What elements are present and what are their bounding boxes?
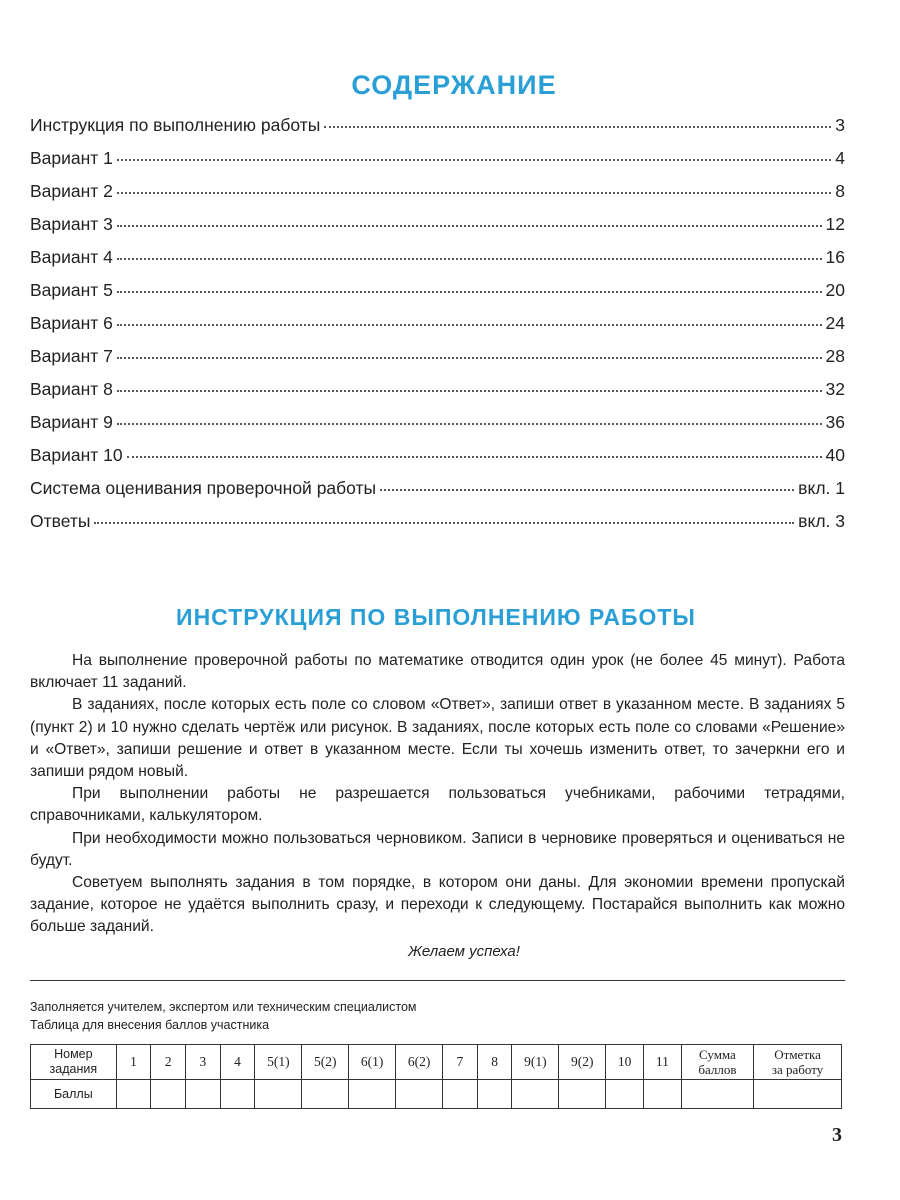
toc-dot-leader <box>324 126 831 128</box>
toc-dot-leader <box>117 291 822 293</box>
points-input-cell <box>116 1080 151 1109</box>
toc-entry-label: Вариант 1 <box>30 148 113 168</box>
score-table-header-row <box>31 1045 842 1080</box>
toc-entry <box>30 313 845 346</box>
toc-entry-page: 16 <box>825 247 845 267</box>
points-input-cell <box>349 1080 396 1109</box>
toc-entry-page: 20 <box>825 280 845 300</box>
sum-value-cell <box>681 1080 753 1109</box>
task-number-cell: 9(1) <box>512 1045 559 1080</box>
points-input-cell <box>255 1080 302 1109</box>
points-row-label: Баллы <box>31 1080 117 1109</box>
instructions-paragraph: При выполнении работы не разрешается пользоваться учебниками, рабочими тетрадями, справочниками, калькулятором. <box>30 785 845 825</box>
points-input-cell <box>643 1080 681 1109</box>
points-input-cell <box>606 1080 644 1109</box>
task-number-cell: 11 <box>643 1045 681 1080</box>
toc-entry <box>30 214 845 247</box>
toc-dot-leader <box>94 522 794 524</box>
task-number-cell: 3 <box>186 1045 221 1080</box>
task-number-cell: 7 <box>443 1045 478 1080</box>
points-input-cell <box>443 1080 478 1109</box>
toc-entry-page: вкл. 1 <box>798 478 845 498</box>
toc-entry <box>30 412 845 445</box>
score-table <box>30 1044 842 1109</box>
instructions-body <box>30 650 845 939</box>
points-input-cell <box>512 1080 559 1109</box>
toc-entry-label: Вариант 4 <box>30 247 113 267</box>
toc-entry-label: Вариант 7 <box>30 346 113 366</box>
points-input-cell <box>559 1080 606 1109</box>
toc-entry-page: 36 <box>825 412 845 432</box>
toc-entry-page: вкл. 3 <box>798 511 845 531</box>
toc-entry-label: Вариант 9 <box>30 412 113 432</box>
toc-entry <box>30 511 845 544</box>
section-divider <box>30 980 845 981</box>
toc-title: СОДЕРЖАНИЕ <box>351 70 557 100</box>
toc-dot-leader <box>117 192 831 194</box>
task-number-cell: 6(2) <box>396 1045 443 1080</box>
toc-entry-page: 12 <box>825 214 845 234</box>
score-table-note-line: Заполняется учителем, экспертом или техническим специалистом <box>30 1000 417 1014</box>
toc-dot-leader <box>117 225 822 227</box>
sum-header-cell: Сумма баллов <box>681 1045 753 1080</box>
score-table-points-row <box>31 1080 842 1109</box>
toc-dot-leader <box>117 423 822 425</box>
toc-dot-leader <box>117 159 831 161</box>
points-input-cell <box>477 1080 512 1109</box>
toc-dot-leader <box>117 357 822 359</box>
toc-entry-label: Вариант 5 <box>30 280 113 300</box>
toc-entry-label: Инструкция по выполнению работы <box>30 115 321 135</box>
toc-entry-page: 8 <box>835 181 845 201</box>
table-of-contents <box>30 115 845 544</box>
points-input-cell <box>220 1080 255 1109</box>
instructions-paragraph: Советуем выполнять задания в том порядке, в котором они даны. Для экономии времени пропускай задание, которое не удаётся выполнить сразу, и переходи к следующему. Постарайся выполнить как можно больше заданий. <box>30 874 845 936</box>
toc-dot-leader <box>117 258 822 260</box>
points-input-cell <box>396 1080 443 1109</box>
task-number-cell: 5(2) <box>302 1045 349 1080</box>
toc-entry <box>30 148 845 181</box>
task-number-header: Номер задания <box>31 1045 117 1080</box>
instructions-paragraph: При необходимости можно пользоваться черновиком. Записи в черновике проверяться и оцениваться не будут. <box>30 829 845 869</box>
mark-value-cell <box>754 1080 842 1109</box>
task-number-cell: 1 <box>116 1045 151 1080</box>
score-table-caption: Таблица для внесения баллов участника <box>30 1018 270 1032</box>
instructions-paragraph: В заданиях, после которых есть поле со словом «Ответ», запиши ответ в указанном месте. В заданиях 5 (пункт 2) и 10 нужно сделать чертёж или рисунок. В заданиях, после которых есть поле со словами «Решение» и «Ответ», запиши решение и ответ в указанном месте. Если ты хочешь изменить ответ, то зачеркни его и запиши рядом новый. <box>30 696 845 781</box>
toc-entry-label: Вариант 2 <box>30 181 113 201</box>
points-input-cell <box>151 1080 186 1109</box>
toc-entry-label: Вариант 3 <box>30 214 113 234</box>
score-table-note <box>30 998 417 1034</box>
toc-dot-leader <box>117 390 822 392</box>
toc-entry-page: 24 <box>825 313 845 333</box>
toc-entry-page: 3 <box>835 115 845 135</box>
toc-entry-page: 4 <box>835 148 845 168</box>
toc-entry-page: 32 <box>825 379 845 399</box>
toc-entry <box>30 346 845 379</box>
toc-entry <box>30 115 845 148</box>
toc-entry <box>30 478 845 511</box>
toc-entry <box>30 181 845 214</box>
instructions-title: ИНСТРУКЦИЯ ПО ВЫПОЛНЕНИЮ РАБОТЫ <box>176 604 696 630</box>
toc-entry <box>30 445 845 478</box>
task-number-cell: 9(2) <box>559 1045 606 1080</box>
toc-entry-label: Вариант 10 <box>30 445 123 465</box>
points-input-cell <box>302 1080 349 1109</box>
points-input-cell <box>186 1080 221 1109</box>
task-number-cell: 8 <box>477 1045 512 1080</box>
toc-entry-label: Вариант 6 <box>30 313 113 333</box>
toc-entry <box>30 379 845 412</box>
toc-entry <box>30 247 845 280</box>
instructions-paragraph: На выполнение проверочной работы по математике отводится один урок (не более 45 минут). Работа включает 11 заданий. <box>30 652 845 692</box>
toc-dot-leader <box>117 324 822 326</box>
toc-dot-leader <box>380 489 794 491</box>
task-number-cell: 2 <box>151 1045 186 1080</box>
toc-entry-page: 28 <box>825 346 845 366</box>
task-number-cell: 4 <box>220 1045 255 1080</box>
toc-dot-leader <box>127 456 822 458</box>
toc-entry-label: Ответы <box>30 511 91 531</box>
toc-entry <box>30 280 845 313</box>
toc-entry-label: Вариант 8 <box>30 379 113 399</box>
toc-entry-page: 40 <box>825 445 845 465</box>
good-luck-wish: Желаем успеха! <box>408 943 520 960</box>
task-number-cell: 10 <box>606 1045 644 1080</box>
toc-entry-label: Система оценивания проверочной работы <box>30 478 377 498</box>
page-number: 3 <box>832 1124 842 1146</box>
task-number-cell: 6(1) <box>349 1045 396 1080</box>
mark-header-cell: Отметка за работу <box>754 1045 842 1080</box>
task-number-cell: 5(1) <box>255 1045 302 1080</box>
